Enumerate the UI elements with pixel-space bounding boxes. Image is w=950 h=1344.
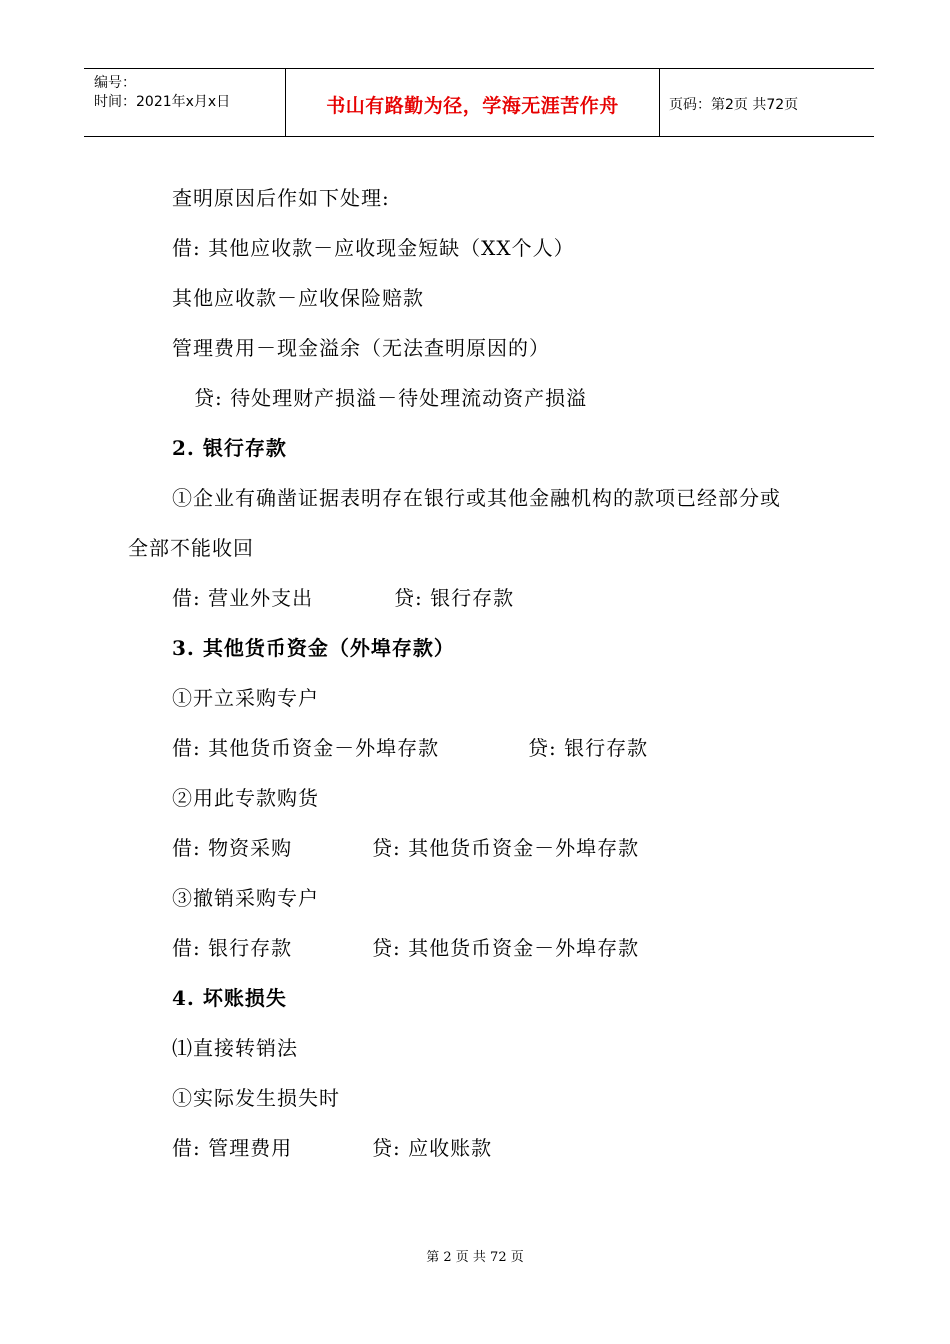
document-date: 时间：2021年x月x日 bbox=[94, 94, 231, 110]
journal-entry-credit: 贷: 银行存款 bbox=[528, 736, 649, 760]
journal-entry-credit: 贷: 银行存款 bbox=[394, 586, 515, 610]
journal-entry-debit: 借: 营业外支出 bbox=[172, 586, 314, 610]
paragraph-line: 全部不能收回 bbox=[128, 536, 254, 560]
subsection-heading: ⑴直接转销法 bbox=[172, 1036, 298, 1060]
journal-entry-line: 其他应收款－应收保险赔款 bbox=[172, 286, 424, 310]
header-left-cell bbox=[84, 69, 285, 136]
journal-entry-debit: 借: 管理费用 bbox=[172, 1136, 293, 1160]
journal-entry-debit: 借: 银行存款 bbox=[172, 936, 293, 960]
journal-entry-credit: 贷: 应收账款 bbox=[372, 1136, 493, 1160]
journal-entry-credit: 贷: 待处理财产损溢－待处理流动资产损溢 bbox=[194, 386, 588, 410]
header-page-number: 页码：第2页 共72页 bbox=[669, 97, 799, 113]
paragraph-line: 查明原因后作如下处理: bbox=[172, 186, 390, 210]
journal-entry-credit: 贷: 其他货币资金－外埠存款 bbox=[372, 936, 640, 960]
header-right-cell bbox=[659, 69, 874, 136]
step-label: ②用此专款购货 bbox=[172, 786, 319, 810]
journal-entry-debit: 借: 物资采购 bbox=[172, 836, 293, 860]
paragraph-line: ①企业有确凿证据表明存在银行或其他金融机构的款项已经部分或 bbox=[172, 486, 781, 510]
journal-entry-line: 管理费用－现金溢余（无法查明原因的） bbox=[172, 336, 550, 360]
step-label: ③撤销采购专户 bbox=[172, 886, 319, 910]
section-heading: 3. 其他货币资金（外埠存款） bbox=[172, 636, 455, 660]
header-middle-cell bbox=[285, 69, 660, 136]
journal-entry-credit: 贷: 其他货币资金－外埠存款 bbox=[372, 836, 640, 860]
step-label: ①实际发生损失时 bbox=[172, 1086, 340, 1110]
document-number: 编号： bbox=[94, 75, 136, 91]
journal-entry-debit: 借: 其他应收款－应收现金短缺（XX个人） bbox=[172, 236, 575, 260]
page-header bbox=[84, 68, 874, 137]
section-heading: 4. 坏账损失 bbox=[172, 986, 287, 1010]
journal-entry-debit: 借: 其他货币资金－外埠存款 bbox=[172, 736, 440, 760]
page-footer: 第 2 页 共 72 页 bbox=[426, 1250, 524, 1265]
section-heading: 2. 银行存款 bbox=[172, 436, 287, 460]
header-motto: 书山有路勤为径，学海无涯苦作舟 bbox=[326, 95, 619, 117]
step-label: ①开立采购专户 bbox=[172, 686, 319, 710]
